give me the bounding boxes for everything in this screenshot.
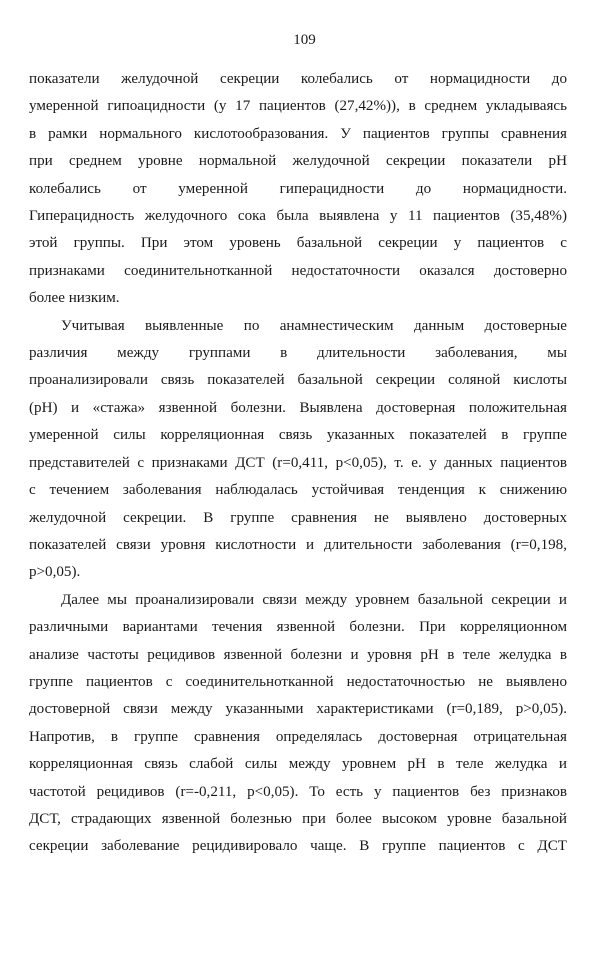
text-line: умеренной силы корреляционная связь указанных показателей в группе (29, 427, 567, 444)
text-line: p>0,05). (29, 564, 81, 581)
page-number: 109 (293, 32, 316, 48)
paragraph-2 (29, 313, 567, 587)
text-line: Далее мы проанализировали связи между уровнем базальной секреции и (61, 591, 567, 608)
text-line: желудочной секреции. В группе сравнения не выявлено достоверных (29, 509, 567, 526)
text-line: корреляционная связь слабой силы между уровнем pH в теле желудка и (29, 756, 567, 773)
text-line: различными вариантами течения язвенной болезни. При корреляционном (29, 619, 567, 636)
text-line: группе пациентов с соединительнотканной недостаточностью не выявлено (29, 673, 567, 690)
text-line: показателей связи уровня кислотности и длительности заболевания (r=0,198, (29, 536, 567, 553)
text-line: ДСТ, страдающих язвенной болезнью при более высоком уровне базальной (29, 810, 567, 827)
text-line: показатели желудочной секреции колебались от нормацидности до (29, 71, 567, 87)
text-line: представителей с признаками ДСТ (r=0,411, p<0,05), т. е. у данных пациентов (29, 454, 567, 471)
text-line: более низким. (29, 290, 120, 307)
text-line: анализе частоты рецидивов язвенной болезни и уровня pH в теле желудка в (29, 646, 567, 663)
text-line: Напротив, в группе сравнения определялась достоверная отрицательная (29, 728, 567, 745)
text-line: достоверной связи между указанными характеристиками (r=0,189, p>0,05). (29, 701, 567, 718)
paragraph-3 (29, 587, 567, 861)
text-line: Гиперацидность желудочного сока была выявлена у 11 пациентов (35,48%) (29, 208, 567, 225)
text-line: различия между группами в длительности заболевания, мы (29, 345, 567, 362)
text-line: Учитывая выявленные по анамнестическим данным достоверные (61, 317, 567, 334)
text-line: (pH) и «стажа» язвенной болезни. Выявлена достоверная положительная (29, 399, 567, 416)
text-line: в рамки нормального кислотообразования. У пациентов группы сравнения (29, 125, 567, 142)
document-body (29, 66, 567, 861)
text-line: секреции заболевание рецидивировало чаще. В группе пациентов с ДСТ (29, 838, 567, 855)
text-line: этой группы. При этом уровень базальной секреции у пациентов с (29, 235, 567, 252)
text-line: признаками соединительнотканной недостаточности оказался достоверно (29, 262, 567, 279)
text-line: частотой рецидивов (r=-0,211, p<0,05). То есть у пациентов без признаков (29, 783, 567, 800)
text-line: умеренной гипоацидности (у 17 пациентов (27,42%)), в среднем укладываясь (29, 98, 567, 115)
paragraph-1 (29, 66, 567, 313)
text-line: проанализировали связь показателей базальной секреции соляной кислоты (29, 372, 567, 389)
text-line: колебались от умеренной гиперацидности до нормацидности. (29, 180, 567, 197)
text-line: при среднем уровне нормальной желудочной секреции показатели pH (29, 153, 567, 170)
text-line: с течением заболевания наблюдалась устойчивая тенденция к снижению (29, 482, 567, 499)
